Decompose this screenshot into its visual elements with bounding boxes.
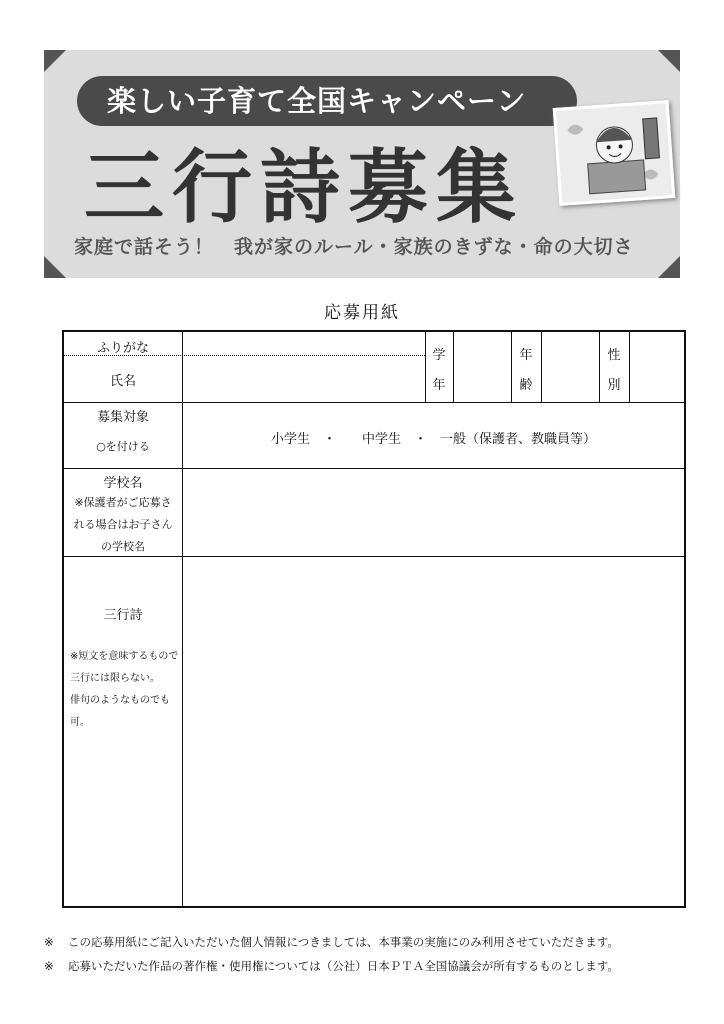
child-character-icon	[556, 103, 672, 202]
name-label: 氏名	[109, 374, 136, 389]
footnote-text: 応募いただいた作品の著作権・使用権については（公社）日本ＰＴＡ全国協議会が所有するものとします。	[68, 959, 619, 973]
age-label-1: 年	[519, 348, 533, 363]
sex-label-1: 性	[607, 348, 621, 363]
circle-instruction: ○を付ける	[96, 440, 150, 453]
copyright-footnote	[44, 958, 619, 974]
grade-label-1: 学	[432, 348, 446, 363]
grade-field[interactable]	[454, 332, 511, 402]
school-note: の学校名	[101, 540, 145, 553]
age-field[interactable]	[542, 332, 599, 402]
school-note: れる場合はお子さん	[73, 518, 173, 531]
corner-decoration	[658, 50, 680, 72]
application-form	[62, 330, 686, 908]
sex-label-2: 別	[607, 378, 621, 393]
furigana-label: ふりがな	[96, 341, 149, 356]
school-note: ※保護者がご応募さ	[74, 496, 172, 509]
form-title: 応募用紙	[324, 303, 400, 323]
footnote-text: この応募用紙にご記入いただいた個人情報につきましては、本事業の実施にのみ利用させていただきます。	[68, 935, 619, 949]
name-field[interactable]	[183, 356, 425, 402]
family-illustration	[553, 100, 676, 206]
school-label: 学校名	[103, 476, 143, 491]
school-field[interactable]	[183, 469, 684, 556]
poem-field[interactable]	[183, 557, 684, 906]
corner-decoration	[658, 256, 680, 278]
poem-label: 三行詩	[103, 608, 143, 623]
corner-decoration	[44, 50, 66, 72]
poem-note: 俳句のようなものでも	[70, 695, 170, 706]
campaign-name: 楽しい子育て全国キャンペーン	[77, 76, 577, 126]
poem-note: 三行には限らない。	[70, 673, 160, 684]
age-label-2: 齢	[519, 378, 533, 393]
row-divider	[64, 402, 684, 403]
poem-note: 可。	[70, 717, 90, 728]
footnote-mark: ※	[44, 959, 54, 973]
sex-field[interactable]	[630, 332, 684, 402]
corner-decoration	[44, 256, 66, 278]
footnote-mark: ※	[44, 935, 54, 949]
page-title: 三行詩募集	[84, 141, 524, 234]
banner-subtitle: 家庭で話そう！ 我が家のルール・家族のきずな・命の大切さ	[74, 236, 634, 258]
target-options[interactable]: 小学生 ・ 中学生 ・ 一般（保護者、教職員等）	[270, 432, 596, 447]
privacy-footnote	[44, 934, 619, 950]
poem-note: ※短文を意味するもので	[70, 651, 179, 662]
campaign-banner	[44, 50, 680, 278]
grade-label-2: 年	[432, 378, 446, 393]
target-label: 募集対象	[96, 410, 149, 425]
furigana-field[interactable]	[183, 332, 425, 355]
